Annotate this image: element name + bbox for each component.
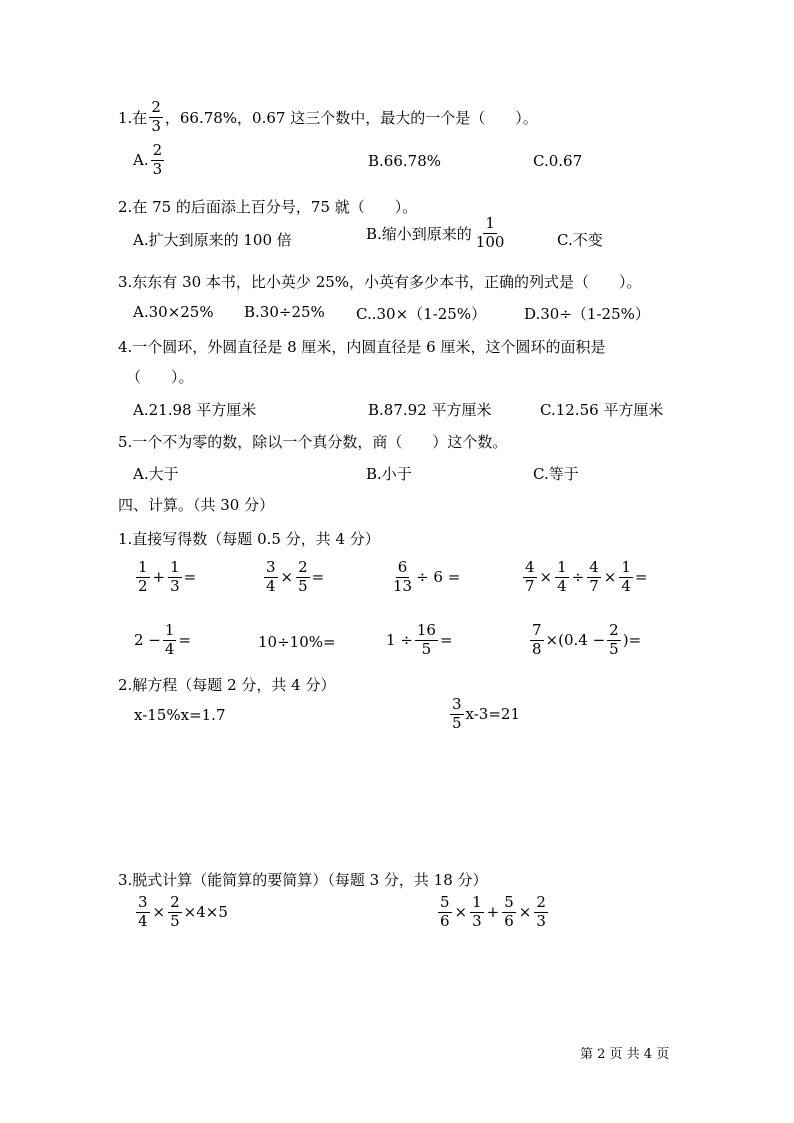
- option-b: B.30÷25%: [244, 303, 325, 321]
- option-a: A.30×25%: [133, 303, 214, 321]
- option-c: C.0.67: [533, 152, 583, 170]
- part-3-title: 3.脱式计算（能简算的要简算）（每题 3 分，共 18 分）: [118, 871, 488, 889]
- option-b: B.小于: [366, 465, 412, 483]
- part-1-title: 1.直接写得数（每题 0.5 分，共 4 分）: [118, 530, 380, 548]
- page-number: 第 2 页 共 4 页: [580, 1047, 670, 1062]
- equation: x-15%x=1.7: [134, 706, 226, 724]
- question-4: 4.一个圆环，外圆直径是 8 厘米，内圆直径是 6 厘米，这个圆环的面积是: [118, 338, 606, 356]
- section-title: 四、计算。（共 30 分）: [118, 496, 275, 514]
- step-calculation: $\frac{3}{4}$ × $\frac{2}{5}$ ×4×5: [138, 893, 228, 930]
- fraction: $\frac{2}{3}$: [151, 98, 161, 135]
- part-2-title: 2.解方程（每题 2 分，共 4 分）: [118, 676, 336, 694]
- question-4-blank: （ ）。: [126, 368, 194, 386]
- oral-expression: $\frac{1}{2}$ + $\frac{1}{3}$ =: [138, 558, 197, 595]
- question-1-prefix: 1.在: [118, 108, 148, 127]
- question-1-text: ，66.78%，0.67 这三个数中，最大的一个是（ ）。: [164, 108, 538, 127]
- oral-expression: 2 − $\frac{1}{4}$ =: [134, 621, 192, 658]
- option-c: C.12.56 平方厘米: [540, 401, 664, 419]
- option-a: A.大于: [133, 465, 179, 483]
- question-5: 5.一个不为零的数，除以一个真分数，商（ ）这个数。: [118, 433, 508, 451]
- option-a: A.21.98 平方厘米: [133, 401, 257, 419]
- oral-expression: 10÷10%=: [258, 633, 336, 651]
- equation: $\frac{3}{5}$ x-3=21: [452, 695, 521, 732]
- step-calculation: $\frac{5}{6}$ × $\frac{1}{3}$ + $\frac{5}{6}$ × $\frac{2}{3}$: [440, 893, 546, 930]
- option-d: D.30÷（1-25%）: [524, 305, 650, 323]
- oral-expression: $\frac{4}{7}$ × $\frac{1}{4}$ ÷ $\frac{4}{7}$ × $\frac{1}{4}$ =: [525, 558, 648, 595]
- option-b: B.87.92 平方厘米: [368, 401, 492, 419]
- question-3: 3.东东有 30 本书，比小英少 25%，小英有多少本书，正确的列式是（ ）。: [118, 273, 642, 291]
- oral-expression: $\frac{3}{4}$ × $\frac{2}{5}$ =: [266, 558, 325, 595]
- option-a: A. $\frac{2}{3}$: [133, 141, 163, 178]
- question-2: 2.在 75 的后面添上百分号，75 就（ ）。: [118, 198, 418, 216]
- option-b: B.66.78%: [368, 152, 441, 170]
- option-b: B.缩小到原来的 $\frac{1}{100}$: [366, 214, 505, 251]
- oral-expression: $\frac{7}{8}$ ×(0.4 − $\frac{2}{5}$ )=: [532, 621, 642, 658]
- option-c: C.不变: [557, 231, 603, 249]
- option-a: A.扩大到原来的 100 倍: [133, 231, 292, 249]
- option-c: C.等于: [533, 465, 579, 483]
- option-c: C..30×（1-25%）: [356, 305, 487, 323]
- question-1: [118, 100, 538, 135]
- oral-expression: 1 ÷ $\frac{16}{5}$ =: [386, 621, 453, 658]
- oral-expression: $\frac{6}{13}$ ÷ 6 =: [393, 558, 461, 595]
